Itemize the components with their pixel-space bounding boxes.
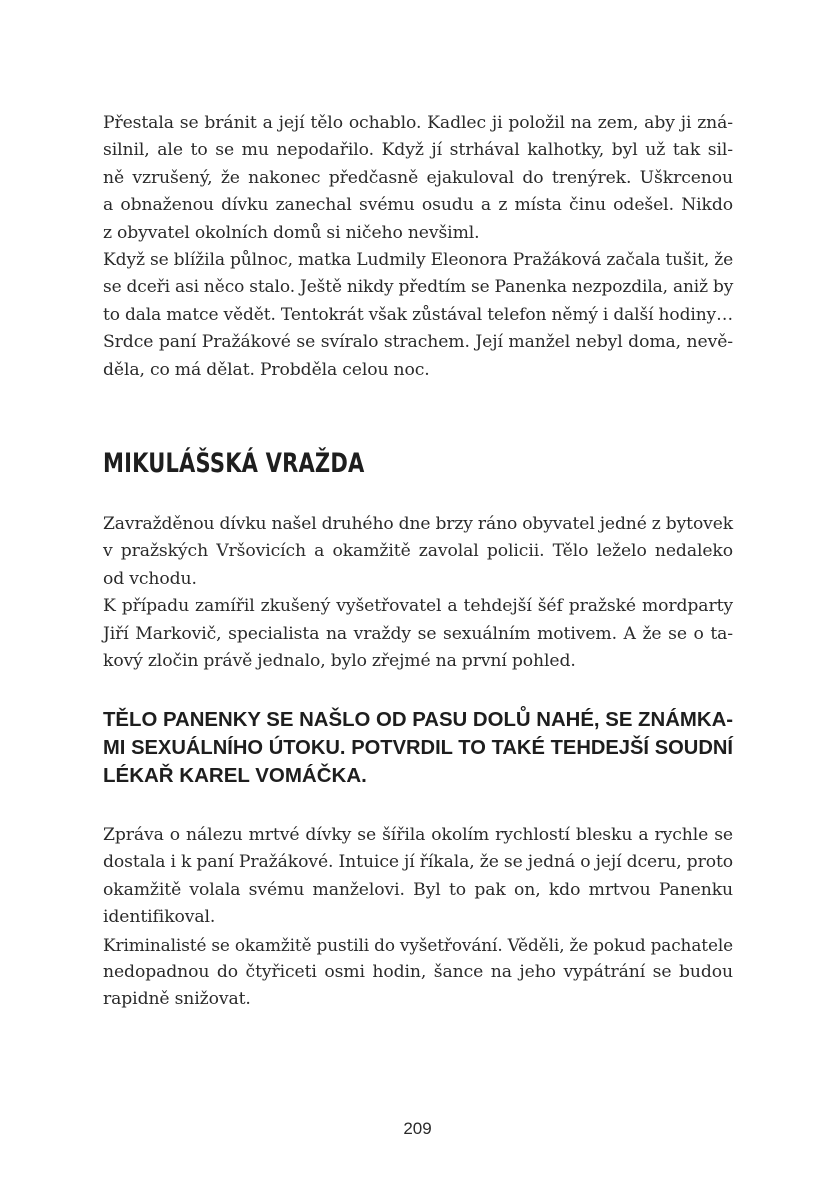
text-line: to dala matce vědět. Tentokrát však zůstával telefon němý i další hodiny… bbox=[103, 304, 733, 325]
text-line: okamžitě volala svému manželovi. Byl to pak on, kdo mrtvou Panenku bbox=[103, 879, 733, 900]
pull-quote bbox=[103, 706, 733, 790]
text-line: K případu zamířil zkušený vyšetřovatel a tehdejší šéf pražské mordparty bbox=[103, 596, 733, 617]
text-line: se dceři asi něco stalo. Ještě nikdy předtím se Panenka nezpozdila, aniž by bbox=[103, 277, 734, 298]
paragraph-block-3 bbox=[103, 822, 733, 1014]
text-line: a obnaženou dívku zanechal svému osudu a z místa činu odešel. Nikdo bbox=[103, 195, 733, 216]
text-line: Jiří Markovič, specialista na vraždy se sexuálním motivem. A že se o ta- bbox=[103, 623, 733, 644]
paragraph-block-1 bbox=[103, 110, 733, 384]
page-number: 209 bbox=[403, 1119, 432, 1138]
text-line: silnil, ale to se mu nepodařilo. Když jí strhával kalhotky, byl už tak sil- bbox=[103, 140, 733, 161]
text-line: Srdce paní Pražákové se svíralo strachem. Její manžel nebyl doma, nevě- bbox=[103, 332, 733, 353]
text-line: Zavražděnou dívku našel druhého dne brzy ráno obyvatel jedné z bytovek bbox=[103, 514, 733, 534]
text-line: kový zločin právě jednalo, bylo zřejmé na první pohled. bbox=[103, 651, 576, 672]
pull-quote-line: LÉKAŘ KAREL VOMÁČKA. bbox=[103, 764, 367, 787]
pull-quote-line: MI SEXUÁLNÍHO ÚTOKU. POTVRDIL TO TAKÉ TEHDEJŠÍ SOUDNÍ bbox=[103, 737, 733, 759]
text-line: od vchodu. bbox=[103, 568, 197, 589]
section-heading: MIKULÁŠSKÁ VRAŽDA bbox=[103, 448, 365, 479]
text-line: z obyvatel okolních domů si ničeho nevšiml. bbox=[103, 222, 480, 243]
text-line: nedopadnou do čtyřiceti osmi hodin, šance na jeho vypátrání se budou bbox=[103, 962, 733, 983]
text-line: ně vzrušený, že nakonec předčasně ejakuloval do trenýrek. Uškrcenou bbox=[103, 167, 733, 188]
pull-quote-line: TĚLO PANENKY SE NAŠLO OD PASU DOLŮ NAHÉ, SE ZNÁMKA- bbox=[103, 709, 734, 731]
text-line: identifikoval. bbox=[103, 907, 216, 928]
text-line: Zpráva o nálezu mrtvé dívky se šířila okolím rychlostí blesku a rychle se bbox=[103, 825, 733, 845]
text-line: v pražských Vršovicích a okamžitě zavolal policii. Tělo leželo nedaleko bbox=[103, 541, 733, 562]
paragraph-block-2 bbox=[103, 511, 733, 675]
text-line: dostala i k paní Pražákové. Intuice jí říkala, že se jedná o její dceru, proto bbox=[103, 852, 733, 873]
text-line: děla, co má dělat. Probděla celou noc. bbox=[103, 359, 430, 380]
text-line: Když se blížila půlnoc, matka Ludmily Eleonora Pražáková začala tušit, že bbox=[103, 250, 734, 271]
text-line: Přestala se bránit a její tělo ochablo. Kadlec ji položil na zem, aby ji zná- bbox=[103, 113, 733, 133]
text-line: Kriminalisté se okamžitě pustili do vyšetřování. Věděli, že pokud pachatele bbox=[103, 934, 733, 955]
text-line: rapidně snižovat. bbox=[103, 989, 251, 1010]
